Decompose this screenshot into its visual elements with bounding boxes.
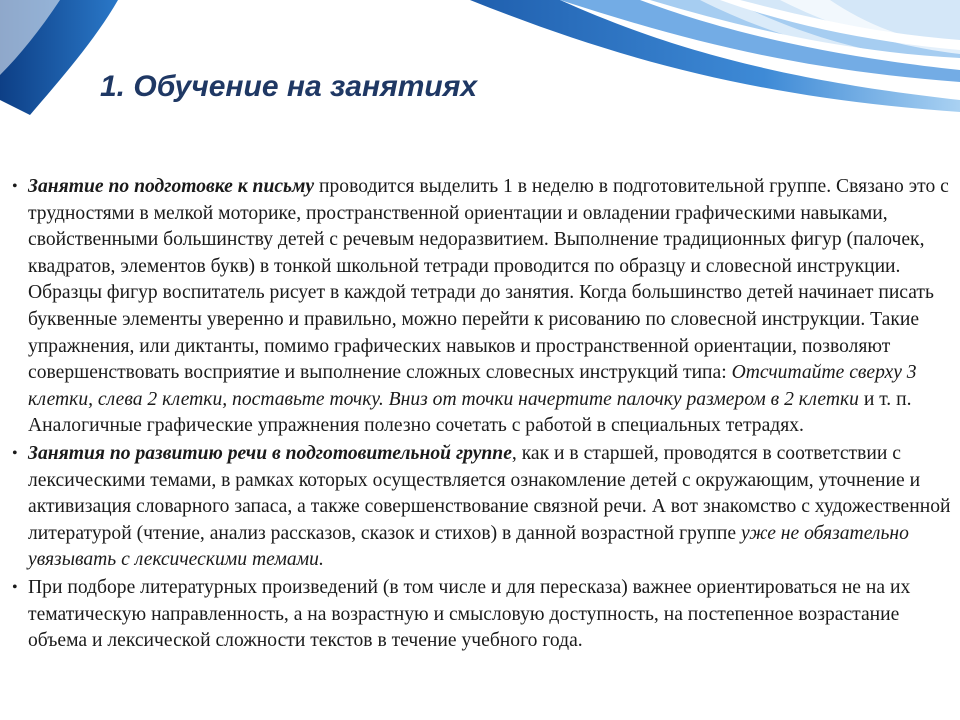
- decorative-swoosh: [0, 0, 960, 130]
- bullet-speech-development: [12, 441, 952, 574]
- bullet-lead: Занятия по развитию речи в подготовительной группе: [28, 442, 512, 464]
- bullet-text: проводится выделить 1 в неделю в подготовительной группе. Связано это с трудностями в мелкой моторике, пространственной ориентации и овладении графическими навыками, свойственными большинству детей с речевым недоразвитием. Выполнение традиционных фигур (палочек, квадратов, элементов букв) в тонкой школьной тетради проводится по образцу и словесной инструкции. Образцы фигур воспитатель рисует в каждой тетради до занятия. Когда большинство детей начинает писать буквенные элементы уверенно и правильно, можно перейти к рисованию по словесной инструкции. Такие упражнения, или диктанты, помимо графических навыков и пространственной ориентации, позволяют совершенствовать восприятие и выполнение сложных словесных инструкций типа:: [28, 176, 949, 384]
- bullet-italic-text: уже не обязательно увязывать с лексическими темами.: [28, 522, 909, 571]
- bullet-italic-text: Отсчитайте сверху 3 клетки, слева 2 клетки, поставьте точку. Вниз от точки начертите палочку размером в 2 клетки: [28, 362, 917, 410]
- bullet-tail-text: и т. п. Аналогичные графические упражнения полезно сочетать с работой в специальных тетрадях.: [28, 388, 912, 437]
- bullet-writing-prep: [12, 174, 952, 440]
- bullet-lead: Занятие по подготовке к письму: [28, 176, 315, 197]
- bullet-dot: •: [12, 578, 18, 596]
- slide-title: 1. Обучение на занятиях: [100, 70, 478, 103]
- bullet-text: , как и в старшей, проводятся в соответствии с лексическими темами, в рамках которых осуществляется ознакомление детей с окружающим, уточнение и активизация словарного запаса, а также совершенствование связной речи. А вот знакомство с художественной литературой (чтение, анализ рассказов, сказок и стихов) в данной возрастной группе: [28, 442, 951, 544]
- slide-body: [12, 174, 952, 656]
- bullet-literature-selection: [12, 575, 952, 655]
- bullet-dot: •: [12, 444, 18, 462]
- bullet-dot: •: [12, 178, 18, 195]
- bullet-text: При подборе литературных произведений (в том числе и для пересказа) важнее ориентироваться не на их тематическую направленность, а на возрастную и смысловую доступность, на постепенное возрастание объема и лексической сложности текстов в течение учебного года.: [28, 576, 911, 652]
